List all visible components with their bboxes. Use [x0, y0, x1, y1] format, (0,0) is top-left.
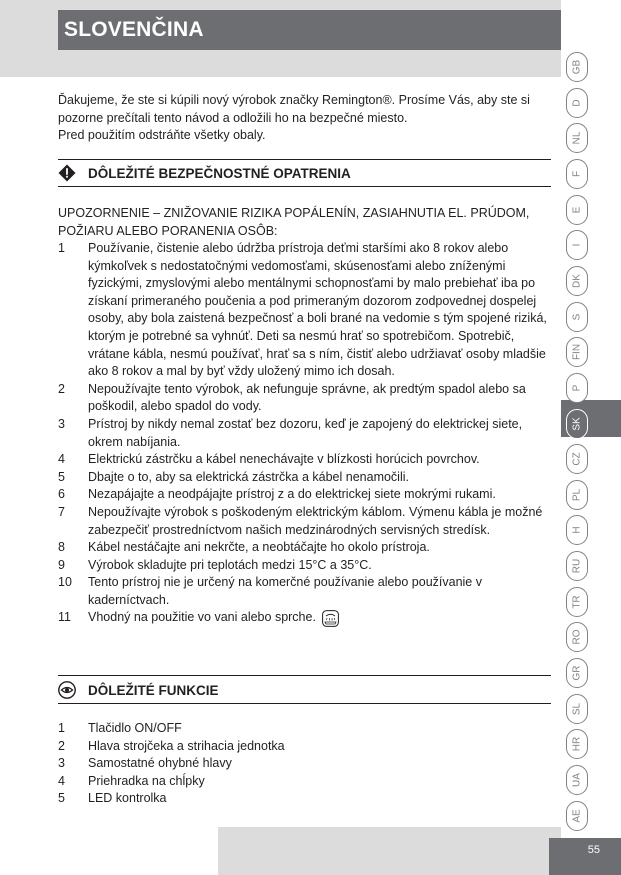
features-list [58, 720, 551, 808]
list-item [58, 381, 551, 416]
features-heading [58, 681, 219, 699]
list-item-text: Tlačidlo ON/OFF [88, 721, 182, 735]
language-tab-label: UA [571, 773, 583, 787]
list-item [58, 504, 551, 539]
list-item-text: Elektrickú zástrčku a kábel nenechávajte v blízkosti horúcich povrchov. [88, 452, 480, 467]
list-item-number: 1 [58, 721, 65, 735]
language-tab-label: HR [571, 737, 583, 752]
list-item-number: 11 [58, 610, 71, 625]
list-item-number: 8 [58, 540, 65, 555]
list-item [58, 469, 551, 487]
eye-icon [58, 681, 76, 699]
language-tab-label: SK [571, 416, 583, 431]
language-tab-ro[interactable] [566, 622, 588, 652]
list-item-number: 5 [58, 469, 65, 484]
language-tab-label: GR [571, 665, 583, 681]
safety-heading-text: DÔLEŽITÉ BEZPEČNOSTNÉ OPATRENIA [88, 165, 351, 181]
list-item-text: Kábel nestáčajte ani nekrčte, a neobtáčajte ho okolo prístroja. [88, 540, 430, 555]
list-item-text: Dbajte o to, aby sa elektrická zástrčka a kábel nenamočili. [88, 469, 409, 484]
list-item [58, 574, 551, 609]
list-item-number: 4 [58, 452, 65, 467]
language-tab-tr[interactable] [566, 587, 588, 617]
language-tab-i[interactable] [566, 230, 588, 260]
list-item-text: Priehradka na chĺpky [88, 773, 205, 788]
list-item [58, 720, 551, 738]
language-tab-label: SL [571, 702, 583, 715]
warning-icon [58, 164, 76, 182]
language-tab-label: TR [571, 595, 583, 609]
list-item [58, 486, 551, 504]
language-tab-sk[interactable] [566, 409, 588, 439]
list-item-number: 5 [58, 791, 65, 806]
list-item-text: Prístroj by nikdy nemal zostať bez dozoru, keď je zapojený do elektrickej siete, okrem nabíjania. [88, 416, 523, 449]
list-item-text: Vhodný na použitie vo vani alebo sprche. [88, 610, 316, 625]
language-tab-label: GB [571, 59, 583, 75]
language-tab-fin[interactable] [566, 337, 588, 367]
intro-line-1: Ďakujeme, že ste si kúpili nový výrobok značky Remington®. Prosíme Vás, aby ste si pozorne prečítali tento návod a odložili ho na bezpečné miesto. [58, 93, 530, 125]
list-item [58, 790, 551, 808]
language-tab-f[interactable] [566, 159, 588, 189]
page-number-box [549, 838, 621, 875]
list-item [58, 451, 551, 469]
list-item-text: Nepoužívajte tento výrobok, ak nefunguje správne, ak predtým spadol alebo sa poškodil, alebo spadol do vody. [88, 381, 526, 414]
language-tab-sl[interactable] [566, 694, 588, 724]
language-tab-label: P [571, 384, 583, 392]
safety-heading [58, 164, 351, 182]
list-item [58, 773, 551, 791]
language-tab-label: PL [571, 488, 583, 501]
language-tab-ru[interactable] [566, 551, 588, 581]
language-tab-label: D [571, 99, 583, 107]
divider [58, 186, 551, 187]
language-tab-e[interactable] [566, 195, 588, 225]
language-tab-s[interactable] [566, 302, 588, 332]
language-tab-label: I [571, 243, 583, 247]
language-tab-label: NL [571, 131, 583, 145]
language-tab-h[interactable] [566, 515, 588, 545]
divider [58, 159, 551, 160]
language-tab-label: DK [571, 273, 583, 288]
list-item [58, 609, 551, 627]
features-heading-text: DÔLEŽITÉ FUNKCIE [88, 682, 219, 698]
list-item [58, 539, 551, 557]
list-item [58, 557, 551, 575]
language-tab-label: CZ [571, 452, 583, 466]
divider [58, 703, 551, 704]
list-item-number: 3 [58, 756, 65, 771]
list-item-text: Nepoužívajte výrobok s poškodeným elektrickým káblom. Výmenu kábla je možné zabezpečiť prostredníctvom našich medzinárodných servisných stredísk. [88, 504, 543, 537]
language-tab-dk[interactable] [566, 266, 588, 296]
language-tab-ae[interactable] [566, 801, 588, 831]
list-item-number: 1 [58, 241, 65, 255]
language-tab-d[interactable] [566, 88, 588, 118]
list-item-number: 2 [58, 381, 65, 396]
list-item-text: Tento prístroj nie je určený na komerčné používanie alebo používanie v kaderníctvach. [88, 575, 482, 607]
list-item-number: 7 [58, 504, 65, 519]
list-item-text: LED kontrolka [88, 791, 167, 806]
list-item-text: Hlava strojčeka a strihacia jednotka [88, 738, 285, 753]
language-tab-nl[interactable] [566, 123, 588, 153]
shower-icon [322, 610, 339, 627]
list-item-text: Výrobok skladujte pri teplotách medzi 15°C a 35°C. [88, 557, 372, 572]
language-tab-label: S [571, 313, 583, 320]
list-item-number: 3 [58, 416, 65, 431]
list-item [58, 738, 551, 756]
list-item-number: 9 [58, 557, 65, 572]
language-tab-cz[interactable] [566, 444, 588, 474]
safety-list [58, 240, 551, 627]
language-tab-label: FIN [571, 344, 583, 361]
warning-text: UPOZORNENIE – ZNIŽOVANIE RIZIKA POPÁLENÍN, ZASIAHNUTIA EL. PRÚDOM, POŽIARU ALEBO PORANENIA OSÔB: [58, 206, 530, 238]
language-tab-hr[interactable] [566, 729, 588, 759]
page-title-box [58, 10, 561, 50]
list-item-number: 2 [58, 738, 65, 753]
list-item-text: Samostatné ohybné hlavy [88, 756, 232, 771]
language-tab-label: RO [571, 629, 583, 645]
language-tab-label: AE [571, 808, 583, 823]
list-item-number: 6 [58, 487, 65, 502]
footer-band [218, 827, 561, 875]
page-number: 55 [587, 844, 600, 856]
language-tab-label: F [571, 170, 583, 177]
language-tab-label: E [571, 206, 583, 213]
list-item-text: Nezapájajte a neodpájajte prístroj z a do elektrickej siete mokrými rukami. [88, 487, 496, 502]
language-tab-gr[interactable] [566, 658, 588, 688]
list-item [58, 416, 551, 451]
divider [58, 675, 551, 676]
list-item [58, 240, 551, 381]
intro-text [58, 92, 548, 145]
language-tab-ua[interactable] [566, 765, 588, 795]
language-tab-label: H [571, 526, 583, 535]
list-item-number: 4 [58, 773, 65, 788]
language-tab-gb[interactable] [566, 52, 588, 82]
list-item-number: 10 [58, 575, 72, 590]
intro-line-2: Pred použitím odstráňte všetky obaly. [58, 128, 266, 143]
language-tab-p[interactable] [566, 373, 588, 403]
list-item-text: Používanie, čistenie alebo údržba prístroja deťmi staršími ako 8 rokov alebo kýmkoľvek s nedostatočnými vedomosťami, skúsenosťami alebo zníženými fyzickými, zmyslovými alebo mentálnymi schopnosťami by malo prebiehať iba po získaní primeraného poučenia a pod primeraným dozorom zodpovednej dospelej osoby, aby bola zaistená bezpečnosť a boli brané na vedomie s tým spojené riziká, ktorým je potrebné sa vyhnúť. Deti sa nesmú hrať so spotrebičom. Spotrebič, vrátane kábla, nesmú používať, hrať sa s ním, čistiť alebo udržiavať osoby mladšie ako 8 rokov a mal by byť vždy uložený mimo ich dosah. [88, 241, 547, 379]
page-title: SLOVENČINA [64, 18, 204, 41]
language-tab-label: RU [571, 558, 583, 574]
list-item [58, 755, 551, 773]
language-tab-pl[interactable] [566, 480, 588, 510]
